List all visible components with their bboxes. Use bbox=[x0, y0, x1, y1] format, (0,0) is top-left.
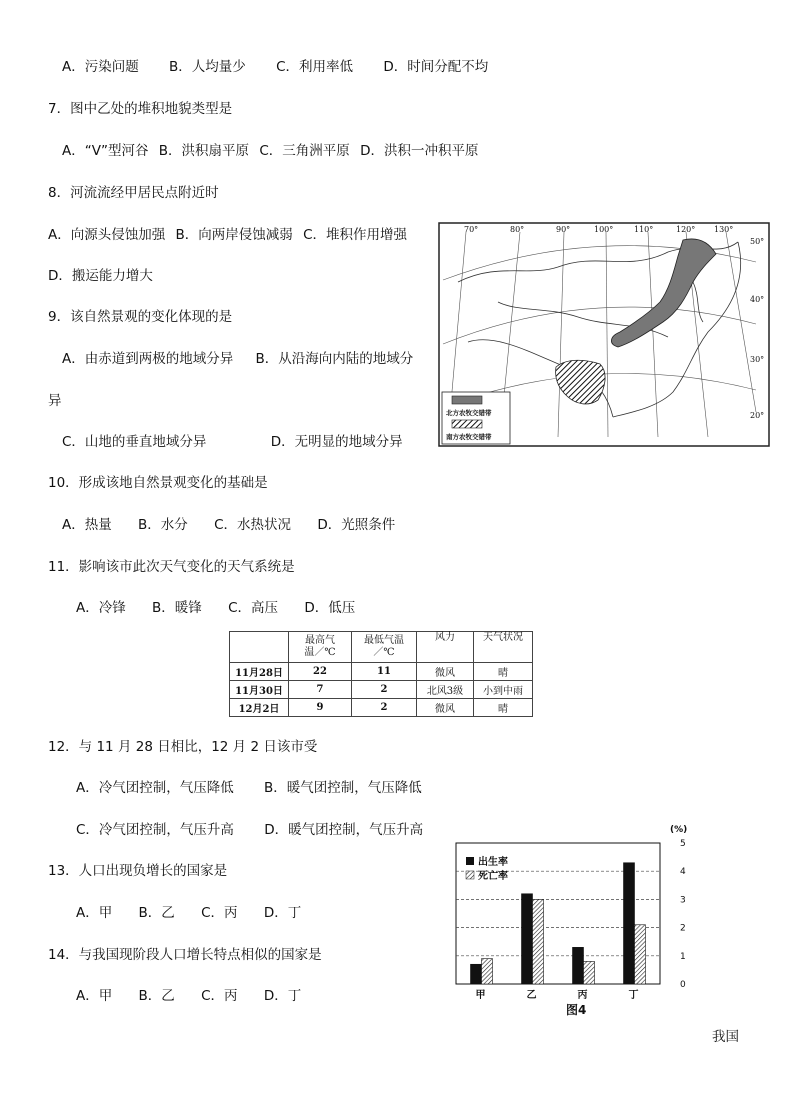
q12-option-b: B．暖气团控制，气压降低 bbox=[264, 780, 422, 796]
y-tick-label: 1 bbox=[680, 951, 686, 962]
q13-options bbox=[76, 904, 301, 922]
q8-option-d: D．搬运能力增大 bbox=[48, 268, 153, 284]
q6-option-a: A．污染问题 bbox=[62, 59, 139, 75]
header-min-temp: 最低气温 ／℃ bbox=[352, 632, 417, 663]
q11-option-c: C．高压 bbox=[228, 600, 279, 616]
q6-option-c: C．利用率低 bbox=[276, 59, 354, 75]
map-legend bbox=[442, 392, 510, 444]
header-wind: 风力 bbox=[417, 632, 474, 663]
q10-stem: 10．形成该地自然景观变化的基础是 bbox=[48, 475, 268, 491]
bar-death-rate bbox=[533, 899, 544, 984]
cell-date: 11月30日 bbox=[230, 681, 289, 699]
q7-option-c: C．三角洲平原 bbox=[259, 143, 350, 159]
y-tick-label: 3 bbox=[680, 895, 686, 906]
q13-option-b: B．乙 bbox=[138, 905, 175, 921]
table-row bbox=[230, 663, 533, 681]
q12-option-a: A．冷气团控制，气压降低 bbox=[76, 780, 234, 796]
q13-stem: 13．人口出现负增长的国家是 bbox=[48, 863, 228, 879]
q13-option-d: D．丁 bbox=[263, 905, 302, 921]
china-farming-pastoral-map bbox=[438, 222, 770, 447]
legend-north-swatch bbox=[452, 396, 482, 404]
lon-label-130: 130° bbox=[714, 225, 734, 234]
q14-option-a: A．甲 bbox=[76, 988, 113, 1004]
cell-weather: 晴 bbox=[474, 699, 533, 717]
q7-stem: 7．图中乙处的堆积地貌类型是 bbox=[48, 101, 233, 117]
q11-stem: 11．影响该市此次天气变化的天气系统是 bbox=[48, 559, 295, 575]
q10-option-d: D．光照条件 bbox=[317, 517, 396, 533]
q14-option-b: B．乙 bbox=[138, 988, 175, 1004]
q6-option-d: D．时间分配不均 bbox=[383, 59, 489, 75]
legend-south-label: 南方农牧交错带 bbox=[446, 433, 492, 441]
lon-label-110: 110° bbox=[634, 225, 654, 234]
lon-label-100: 100° bbox=[594, 225, 614, 234]
header-max-temp: 最高气 温／℃ bbox=[289, 632, 352, 663]
cell-min: 11 bbox=[352, 663, 417, 681]
table-row bbox=[230, 699, 533, 717]
q10-option-b: B．水分 bbox=[138, 517, 188, 533]
y-tick-label: 0 bbox=[680, 980, 686, 990]
lon-label-70: 70° bbox=[464, 225, 479, 234]
x-category-label: 甲 bbox=[475, 990, 486, 1001]
cell-wind: 微风 bbox=[417, 699, 474, 717]
lon-label-90: 90° bbox=[556, 225, 571, 234]
q9-option-c: C．山地的垂直地域分异 bbox=[62, 434, 207, 450]
q9-stem: 9．该自然景观的变化体现的是 bbox=[48, 309, 233, 325]
q10-option-c: C．水热状况 bbox=[214, 517, 292, 533]
x-category-label: 丙 bbox=[577, 990, 588, 1001]
y-tick-label: 5 bbox=[680, 839, 686, 849]
cell-weather: 小到中雨 bbox=[474, 681, 533, 699]
q8-option-c: C．堆积作用增强 bbox=[303, 227, 408, 243]
q14-stem: 14．与我国现阶段人口增长特点相似的国家是 bbox=[48, 947, 322, 963]
lon-label-120: 120° bbox=[676, 225, 696, 234]
legend-death-label: 死亡率 bbox=[478, 871, 508, 882]
q7-options bbox=[62, 142, 478, 160]
cell-min: 2 bbox=[352, 681, 417, 699]
q9-option-b: B．从沿海向内陆的地域分 bbox=[255, 351, 414, 367]
q11-option-b: B．暖锋 bbox=[152, 600, 202, 616]
lat-label-30: 30° bbox=[750, 355, 765, 364]
q9-option-d: D．无明显的地域分异 bbox=[270, 434, 403, 450]
bar-death-rate bbox=[482, 959, 493, 984]
cell-max: 9 bbox=[289, 699, 352, 717]
q6-option-b: B．人均量少 bbox=[169, 59, 246, 75]
q12-option-c: C．冷气团控制，气压升高 bbox=[76, 822, 234, 838]
cell-max: 22 bbox=[289, 663, 352, 681]
legend-death-swatch bbox=[466, 871, 474, 879]
q12-options-line1 bbox=[76, 779, 422, 797]
legend-birth-label: 出生率 bbox=[478, 857, 508, 868]
q10-option-a: A．热量 bbox=[62, 517, 112, 533]
q14-option-c: C．丙 bbox=[201, 988, 238, 1004]
bar-death-rate bbox=[635, 925, 646, 984]
birth-death-rate-chart bbox=[448, 820, 688, 1020]
q14-option-d: D．丁 bbox=[263, 988, 302, 1004]
bar-birth-rate bbox=[522, 894, 533, 984]
q10-options bbox=[62, 516, 395, 534]
q12-stem: 12．与 11 月 28 日相比，12 月 2 日该市受 bbox=[48, 739, 318, 755]
legend-south-swatch bbox=[452, 420, 482, 428]
weather-table bbox=[229, 631, 533, 717]
y-tick-label: 4 bbox=[680, 867, 686, 878]
q9-option-a: A．由赤道到两极的地域分异 bbox=[62, 351, 234, 367]
lon-label-80: 80° bbox=[510, 225, 525, 234]
q11-option-d: D．低压 bbox=[304, 600, 356, 616]
y-tick-label: 2 bbox=[680, 923, 686, 934]
chart-title: 图4 bbox=[566, 1003, 587, 1017]
q14-options bbox=[76, 987, 301, 1005]
chart-unit: (%) bbox=[670, 825, 688, 835]
cell-weather: 晴 bbox=[474, 663, 533, 681]
weather-table-header bbox=[230, 632, 533, 663]
bar-birth-rate bbox=[573, 947, 584, 984]
q8-options-line1 bbox=[48, 226, 407, 244]
q9-options-line2 bbox=[62, 433, 403, 451]
cell-wind: 北风3级 bbox=[417, 681, 474, 699]
header-weather: 天气状况 bbox=[474, 632, 533, 663]
bar-birth-rate bbox=[624, 863, 635, 984]
cell-date: 11月28日 bbox=[230, 663, 289, 681]
lat-label-40: 40° bbox=[750, 295, 765, 304]
x-category-label: 丁 bbox=[628, 990, 639, 1001]
legend-birth-swatch bbox=[466, 857, 474, 865]
q8-stem: 8．河流流经甲居民点附近时 bbox=[48, 185, 219, 201]
bar-birth-rate bbox=[471, 964, 482, 984]
legend-north-label: 北方农牧交错带 bbox=[446, 409, 492, 417]
q13-option-c: C．丙 bbox=[201, 905, 238, 921]
q8-option-a: A．向源头侵蚀加强 bbox=[48, 227, 166, 243]
header-date bbox=[230, 632, 289, 663]
x-category-label: 乙 bbox=[526, 990, 537, 1001]
q12-option-d: D．暖气团控制，气压升高 bbox=[264, 822, 424, 838]
table-row bbox=[230, 681, 533, 699]
cell-min: 2 bbox=[352, 699, 417, 717]
bar-death-rate bbox=[584, 961, 595, 984]
q7-option-d: D．洪积一冲积平原 bbox=[360, 143, 479, 159]
trailing-text: 我国 bbox=[712, 1029, 739, 1045]
q9-option-b-wrap: 异 bbox=[48, 393, 62, 409]
lat-label-20: 20° bbox=[750, 411, 765, 420]
q11-options bbox=[76, 599, 355, 617]
q8-option-b: B．向两岸侵蚀减弱 bbox=[175, 227, 293, 243]
q12-options-line2 bbox=[76, 821, 423, 839]
q6-options bbox=[62, 58, 514, 76]
cell-date: 12月2日 bbox=[230, 699, 289, 717]
q11-option-a: A．冷锋 bbox=[76, 600, 126, 616]
q13-option-a: A．甲 bbox=[76, 905, 113, 921]
q9-options-line1 bbox=[62, 350, 413, 368]
cell-wind: 微风 bbox=[417, 663, 474, 681]
cell-max: 7 bbox=[289, 681, 352, 699]
lat-label-50: 50° bbox=[750, 237, 765, 246]
q7-option-b: B．洪积扇平原 bbox=[158, 143, 250, 159]
q7-option-a: A．“V”型河谷 bbox=[62, 143, 149, 159]
